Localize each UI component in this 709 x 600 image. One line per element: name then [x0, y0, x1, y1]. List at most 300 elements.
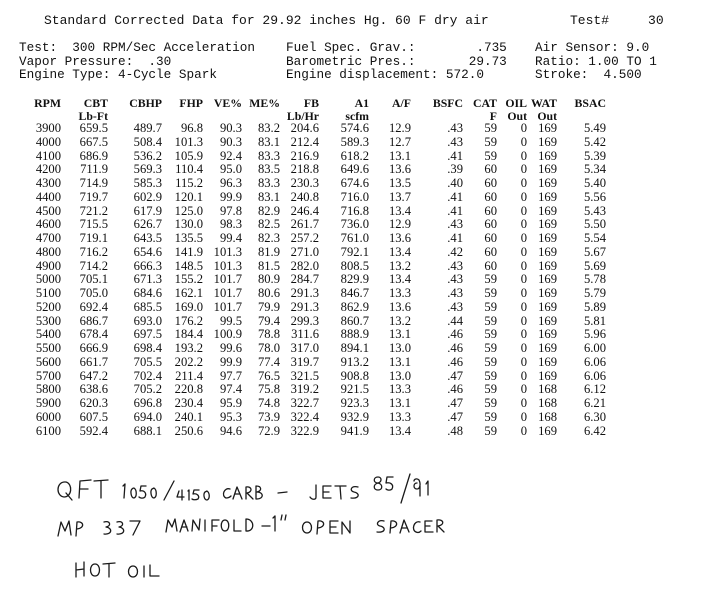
cell-me: 78.8	[257, 327, 280, 342]
cell-oil: 0	[520, 121, 527, 135]
cell-fhp: 110.4	[175, 162, 203, 177]
cell-fb: 291.3	[290, 286, 319, 300]
cell-cbt: 719.7	[79, 189, 108, 204]
cell-fhp: 220.8	[174, 382, 203, 397]
cell-ve: 99.5	[219, 313, 242, 328]
cell-cbt: 659.5	[79, 121, 108, 135]
cell-cbt: 678.4	[79, 327, 108, 342]
cell-oil: 0	[520, 382, 527, 397]
cell-cat: 59	[484, 382, 497, 397]
cell-bsfc: .43	[447, 272, 463, 287]
cell-ve: 97.8	[219, 203, 242, 218]
cell-ve: 94.6	[219, 423, 242, 438]
cell-fhp: 101.3	[174, 134, 203, 149]
cell-cat: 59	[484, 327, 497, 342]
cell-wat: 169	[538, 341, 557, 355]
cell-ve: 101.3	[213, 258, 242, 273]
cell-bsac: 5.49	[583, 121, 606, 135]
cell-cbt: 607.5	[79, 409, 108, 424]
cell-cbhp: 508.4	[133, 134, 162, 149]
cell-af: 13.7	[388, 189, 411, 204]
cell-rpm: 4500	[35, 203, 61, 218]
cell-af: 13.0	[388, 341, 411, 355]
cell-ve: 97.4	[219, 382, 242, 397]
cell-me: 79.9	[257, 299, 280, 314]
cell-bsfc: .41	[447, 203, 463, 218]
cell-a1: 888.9	[340, 327, 369, 342]
cell-fb: 322.7	[290, 396, 319, 410]
info-barometric-pressure: Barometric Pres.: 29.73	[286, 53, 507, 69]
cell-a1: 589.3	[340, 134, 369, 149]
cell-ve: 101.7	[213, 286, 242, 300]
cell-cbt: 714.2	[79, 258, 108, 273]
cell-fhp: 155.2	[174, 272, 203, 287]
cell-ve: 99.4	[219, 231, 242, 245]
cell-wat: 169	[538, 231, 557, 245]
cell-oil: 0	[520, 354, 527, 369]
cell-bsfc: .43	[447, 121, 463, 135]
cell-ve: 98.3	[219, 217, 242, 232]
cell-af: 13.2	[388, 313, 411, 328]
cell-oil: 0	[520, 272, 527, 287]
cell-oil: 0	[520, 396, 527, 410]
cell-wat: 169	[538, 354, 557, 369]
cell-cat: 60	[484, 189, 497, 204]
cell-cat: 59	[484, 286, 497, 300]
cell-bsfc: .48	[447, 423, 463, 438]
cell-cbhp: 489.7	[133, 121, 162, 135]
cell-wat: 169	[538, 217, 557, 232]
cell-oil: 0	[520, 258, 527, 273]
cell-ve: 101.7	[213, 272, 242, 287]
cell-rpm: 5700	[35, 368, 61, 383]
info-air-sensor: Air Sensor: 9.0	[535, 40, 650, 55]
cell-me: 82.5	[257, 217, 280, 232]
cell-me: 83.2	[257, 121, 280, 135]
cell-me: 83.3	[257, 148, 280, 163]
cell-ve: 92.4	[219, 148, 242, 163]
info-vapor-pressure: Vapor Pressure: .30	[19, 53, 172, 69]
cell-oil: 0	[520, 409, 527, 424]
cell-oil: 0	[520, 299, 527, 314]
cell-fb: 204.6	[290, 121, 319, 135]
cell-rpm: 4300	[35, 176, 61, 190]
col-header-af: A/F	[391, 96, 411, 110]
cell-af: 13.6	[388, 162, 411, 177]
cell-wat: 169	[538, 368, 557, 383]
cell-bsfc: .43	[447, 134, 463, 149]
cell-af: 13.6	[388, 299, 411, 314]
cell-ve: 95.3	[219, 409, 242, 424]
cell-cbt: 705.1	[79, 272, 108, 287]
cell-cbhp: 698.4	[133, 341, 162, 355]
cell-a1: 674.6	[340, 176, 369, 190]
cell-ve: 99.6	[219, 341, 242, 355]
cell-fhp: 115.2	[175, 176, 203, 190]
cell-wat: 169	[538, 244, 557, 259]
cell-af: 13.4	[388, 272, 411, 287]
cell-cbhp: 688.1	[133, 423, 162, 438]
cell-fhp: 176.2	[174, 313, 203, 328]
cell-rpm: 4000	[35, 134, 61, 149]
cell-fb: 230.3	[290, 176, 319, 190]
cell-bsac: 6.30	[583, 409, 606, 424]
cell-a1: 860.7	[340, 313, 369, 328]
cell-cbt: 666.9	[79, 341, 108, 355]
cell-me: 83.5	[257, 162, 280, 177]
cell-a1: 792.1	[340, 244, 369, 259]
cell-bsac: 6.21	[583, 396, 606, 410]
cell-oil: 0	[520, 368, 527, 383]
cell-cbhp: 654.6	[133, 244, 162, 259]
cell-fb: 317.0	[290, 341, 319, 355]
cell-bsfc: .41	[447, 231, 463, 245]
cell-af: 13.6	[388, 231, 411, 245]
cell-wat: 169	[538, 134, 557, 149]
cell-ve: 101.3	[213, 244, 242, 259]
cell-a1: 923.3	[340, 396, 369, 410]
cell-bsac: 5.34	[583, 162, 606, 177]
cell-cat: 59	[484, 396, 497, 410]
cell-me: 77.4	[257, 354, 280, 369]
cell-me: 74.8	[257, 396, 280, 410]
cell-cbt: 638.6	[79, 382, 108, 397]
cell-bsfc: .47	[447, 409, 463, 424]
cell-me: 80.9	[257, 272, 280, 287]
cell-bsfc: .41	[447, 148, 463, 163]
cell-wat: 169	[538, 189, 557, 204]
col-header-cbt: CBT	[83, 96, 108, 110]
cell-me: 79.4	[257, 313, 280, 328]
cell-rpm: 5000	[35, 272, 61, 287]
cell-rpm: 4800	[35, 244, 61, 259]
cell-bsac: 5.43	[583, 203, 606, 218]
cell-a1: 618.2	[340, 148, 369, 163]
cell-me: 76.5	[257, 368, 280, 383]
cell-bsac: 5.96	[583, 327, 606, 342]
cell-a1: 921.5	[340, 382, 369, 397]
cell-bsfc: .46	[447, 382, 463, 397]
cell-a1: 736.0	[340, 217, 369, 232]
cell-ve: 90.3	[219, 121, 242, 135]
cell-cbt: 661.7	[79, 354, 108, 369]
col-subheader-cbt-unit: Lb-Ft	[78, 108, 108, 123]
cell-rpm: 5900	[35, 396, 61, 410]
cell-wat: 168	[538, 409, 557, 424]
cell-bsac: 5.42	[583, 134, 606, 149]
handwritten-note-3	[76, 562, 159, 577]
cell-fhp: 193.2	[174, 341, 203, 355]
cell-rpm: 5500	[35, 341, 61, 355]
cell-rpm: 5100	[35, 286, 61, 300]
cell-bsfc: .46	[447, 327, 463, 342]
cell-af: 13.3	[388, 286, 411, 300]
col-subheader-fb-unit: Lb/Hr	[286, 108, 319, 123]
cell-af: 13.4	[388, 244, 411, 259]
cell-a1: 862.9	[340, 299, 369, 314]
cell-fhp: 135.5	[174, 231, 203, 245]
cell-cat: 59	[484, 148, 497, 163]
cell-bsfc: .39	[447, 162, 463, 177]
cell-af: 13.4	[388, 203, 411, 218]
cell-fb: 299.3	[290, 313, 319, 328]
col-header-me: ME%	[249, 96, 280, 110]
cell-rpm: 4400	[35, 189, 61, 204]
cell-me: 83.3	[257, 176, 280, 190]
cell-ve: 96.3	[219, 176, 242, 190]
cell-wat: 169	[538, 286, 557, 300]
cell-wat: 168	[538, 396, 557, 410]
cell-bsfc: .43	[447, 258, 463, 273]
cell-bsac: 5.81	[583, 313, 606, 328]
cell-cbhp: 602.9	[133, 189, 162, 204]
cell-ve: 100.9	[213, 327, 242, 342]
cell-oil: 0	[520, 148, 527, 163]
handwritten-note-2	[58, 515, 444, 536]
cell-wat: 169	[538, 423, 557, 438]
cell-bsfc: .40	[447, 176, 463, 190]
cell-cat: 60	[484, 244, 497, 259]
cell-fb: 321.5	[290, 368, 319, 383]
cell-cbhp: 684.6	[133, 286, 162, 300]
cell-me: 80.6	[257, 286, 280, 300]
cell-bsac: 5.50	[583, 217, 606, 232]
cell-wat: 169	[538, 203, 557, 218]
cell-af: 12.7	[388, 134, 411, 149]
test-number-value: 30	[648, 13, 664, 28]
cell-me: 73.9	[257, 409, 280, 424]
cell-me: 75.8	[257, 382, 280, 397]
cell-oil: 0	[520, 176, 527, 190]
col-header-bsfc: BSFC	[432, 96, 463, 110]
cell-af: 13.1	[388, 354, 411, 369]
col-subheader-oil-unit: Out	[507, 108, 527, 123]
cell-cbt: 715.5	[79, 217, 108, 232]
cell-cbhp: 702.4	[133, 368, 162, 383]
cell-a1: 716.8	[340, 203, 369, 218]
cell-rpm: 5300	[35, 313, 61, 328]
cell-wat: 168	[538, 382, 557, 397]
cell-me: 83.1	[257, 134, 280, 149]
cell-a1: 941.9	[340, 423, 369, 438]
col-header-wat: WAT	[530, 96, 557, 110]
cell-cat: 59	[484, 299, 497, 314]
cell-rpm: 4900	[35, 258, 61, 273]
cell-fhp: 141.9	[174, 244, 203, 259]
cell-fb: 271.0	[290, 244, 319, 259]
cell-cbhp: 705.5	[133, 354, 162, 369]
cell-rpm: 4200	[35, 162, 61, 177]
cell-fb: 291.3	[290, 299, 319, 314]
cell-a1: 913.2	[340, 354, 369, 369]
cell-a1: 649.6	[340, 162, 369, 177]
cell-cat: 59	[484, 272, 497, 287]
cell-cat: 59	[484, 121, 497, 135]
cell-fb: 240.8	[290, 189, 319, 204]
cell-wat: 169	[538, 176, 557, 190]
cell-a1: 716.0	[340, 189, 369, 204]
cell-bsfc: .43	[447, 217, 463, 232]
cell-af: 13.2	[388, 258, 411, 273]
cell-rpm: 3900	[35, 121, 61, 135]
cell-fhp: 184.4	[174, 327, 203, 342]
cell-ve: 95.9	[219, 396, 242, 410]
cell-bsfc: .46	[447, 341, 463, 355]
cell-cbhp: 671.3	[133, 272, 162, 287]
cell-cat: 59	[484, 341, 497, 355]
cell-fhp: 125.0	[174, 203, 203, 218]
page-title: Standard Corrected Data for 29.92 inches Hg. 60 F dry air	[44, 13, 489, 28]
cell-cbhp: 643.5	[133, 231, 162, 245]
cell-cbhp: 685.5	[133, 299, 162, 314]
col-header-cat: CAT	[472, 96, 497, 110]
cell-ve: 99.9	[219, 189, 242, 204]
col-header-fb: FB	[303, 96, 319, 110]
cell-oil: 0	[520, 341, 527, 355]
cell-cbhp: 694.0	[133, 409, 162, 424]
cell-af: 13.1	[388, 148, 411, 163]
cell-fb: 216.9	[290, 148, 319, 163]
cell-ve: 99.9	[219, 354, 242, 369]
cell-a1: 574.6	[340, 121, 369, 135]
cell-fb: 282.0	[290, 258, 319, 273]
cell-wat: 169	[538, 121, 557, 135]
cell-cbhp: 626.7	[133, 217, 162, 232]
cell-cat: 60	[484, 217, 497, 232]
cell-me: 81.9	[257, 244, 280, 259]
cell-cbhp: 693.0	[133, 313, 162, 328]
cell-ve: 95.0	[219, 162, 242, 177]
cell-cat: 59	[484, 409, 497, 424]
info-stroke: Stroke: 4.500	[535, 67, 642, 83]
cell-bsfc: .42	[447, 244, 463, 259]
test-label: Test#	[570, 13, 610, 28]
cell-wat: 169	[538, 327, 557, 342]
cell-a1: 829.9	[340, 272, 369, 287]
cell-bsfc: .44	[447, 313, 463, 328]
cell-cbt: 686.9	[79, 148, 108, 163]
cell-bsac: 5.40	[583, 176, 606, 190]
cell-fhp: 96.8	[180, 121, 203, 135]
cell-bsac: 6.06	[583, 368, 606, 383]
col-header-fhp: FHP	[179, 96, 203, 110]
cell-ve: 90.3	[219, 134, 242, 149]
cell-af: 13.0	[388, 368, 411, 383]
cell-oil: 0	[520, 189, 527, 204]
cell-bsac: 5.78	[583, 272, 606, 287]
cell-af: 13.3	[388, 382, 411, 397]
cell-af: 13.1	[388, 327, 411, 342]
cell-bsfc: .47	[447, 368, 463, 383]
cell-fhp: 211.4	[175, 368, 203, 383]
cell-wat: 169	[538, 258, 557, 273]
cell-rpm: 5600	[35, 354, 61, 369]
cell-af: 13.3	[388, 409, 411, 424]
cell-bsac: 5.69	[583, 258, 606, 273]
cell-wat: 169	[538, 313, 557, 328]
cell-cbt: 647.2	[79, 368, 108, 383]
cell-cbt: 705.0	[79, 286, 108, 300]
cell-bsac: 5.67	[583, 244, 606, 259]
cell-rpm: 5200	[35, 299, 61, 314]
cell-cat: 60	[484, 176, 497, 190]
cell-bsfc: .41	[447, 189, 463, 204]
cell-oil: 0	[520, 231, 527, 245]
cell-rpm: 6000	[35, 409, 61, 424]
col-subheader-cat-unit: F	[489, 108, 497, 123]
cell-a1: 908.8	[340, 368, 369, 383]
cell-oil: 0	[520, 313, 527, 328]
cell-fhp: 148.5	[174, 258, 203, 273]
cell-fhp: 250.6	[174, 423, 203, 438]
cell-fb: 322.9	[290, 423, 319, 438]
cell-oil: 0	[520, 423, 527, 438]
cell-bsfc: .43	[447, 299, 463, 314]
cell-cbhp: 536.2	[133, 148, 162, 163]
cell-fb: 311.6	[291, 327, 319, 342]
col-subheader-wat-unit: Out	[537, 108, 557, 123]
col-header-rpm: RPM	[34, 96, 61, 110]
cell-cat: 59	[484, 354, 497, 369]
cell-fb: 319.2	[290, 382, 319, 397]
cell-fb: 212.4	[290, 134, 319, 149]
cell-fhp: 130.0	[174, 217, 203, 232]
cell-bsfc: .43	[447, 286, 463, 300]
col-header-ve: VE%	[213, 96, 242, 110]
cell-me: 83.1	[257, 189, 280, 204]
cell-me: 82.3	[257, 231, 280, 245]
cell-rpm: 4700	[35, 231, 61, 245]
cell-bsac: 6.42	[583, 423, 606, 438]
cell-wat: 169	[538, 162, 557, 177]
info-engine-type: Engine Type: 4-Cycle Spark	[19, 67, 217, 83]
cell-a1: 761.0	[340, 231, 369, 245]
cell-oil: 0	[520, 162, 527, 177]
cell-cat: 60	[484, 162, 497, 177]
cell-af: 12.9	[388, 217, 411, 232]
cell-rpm: 5400	[35, 327, 61, 342]
cell-cbt: 667.5	[79, 134, 108, 149]
cell-fb: 284.7	[290, 272, 319, 287]
col-subheader-a1-unit: scfm	[345, 108, 369, 123]
cell-oil: 0	[520, 203, 527, 218]
cell-me: 81.5	[257, 258, 280, 273]
cell-oil: 0	[520, 217, 527, 232]
cell-cbhp: 585.3	[133, 176, 162, 190]
cell-fb: 246.4	[290, 203, 319, 218]
cell-cat: 59	[484, 368, 497, 383]
cell-af: 12.9	[388, 121, 411, 135]
cell-fhp: 169.0	[174, 299, 203, 314]
cell-cat: 60	[484, 231, 497, 245]
cell-a1: 808.5	[340, 258, 369, 273]
cell-ve: 97.7	[219, 368, 242, 383]
info-test: Test: 300 RPM/Sec Acceleration	[19, 40, 256, 55]
cell-bsfc: .47	[447, 396, 463, 410]
cell-fb: 319.7	[290, 354, 319, 369]
cell-bsac: 6.00	[583, 341, 606, 355]
cell-cbt: 721.2	[79, 203, 108, 218]
cell-wat: 169	[538, 299, 557, 314]
cell-wat: 169	[538, 148, 557, 163]
cell-fb: 218.8	[290, 162, 319, 177]
cell-cbhp: 697.5	[133, 327, 162, 342]
cell-cbt: 719.1	[79, 231, 108, 245]
cell-fhp: 162.1	[174, 286, 203, 300]
cell-cbt: 711.9	[80, 162, 108, 177]
cell-cbhp: 617.9	[133, 203, 162, 218]
cell-rpm: 4600	[35, 217, 61, 232]
